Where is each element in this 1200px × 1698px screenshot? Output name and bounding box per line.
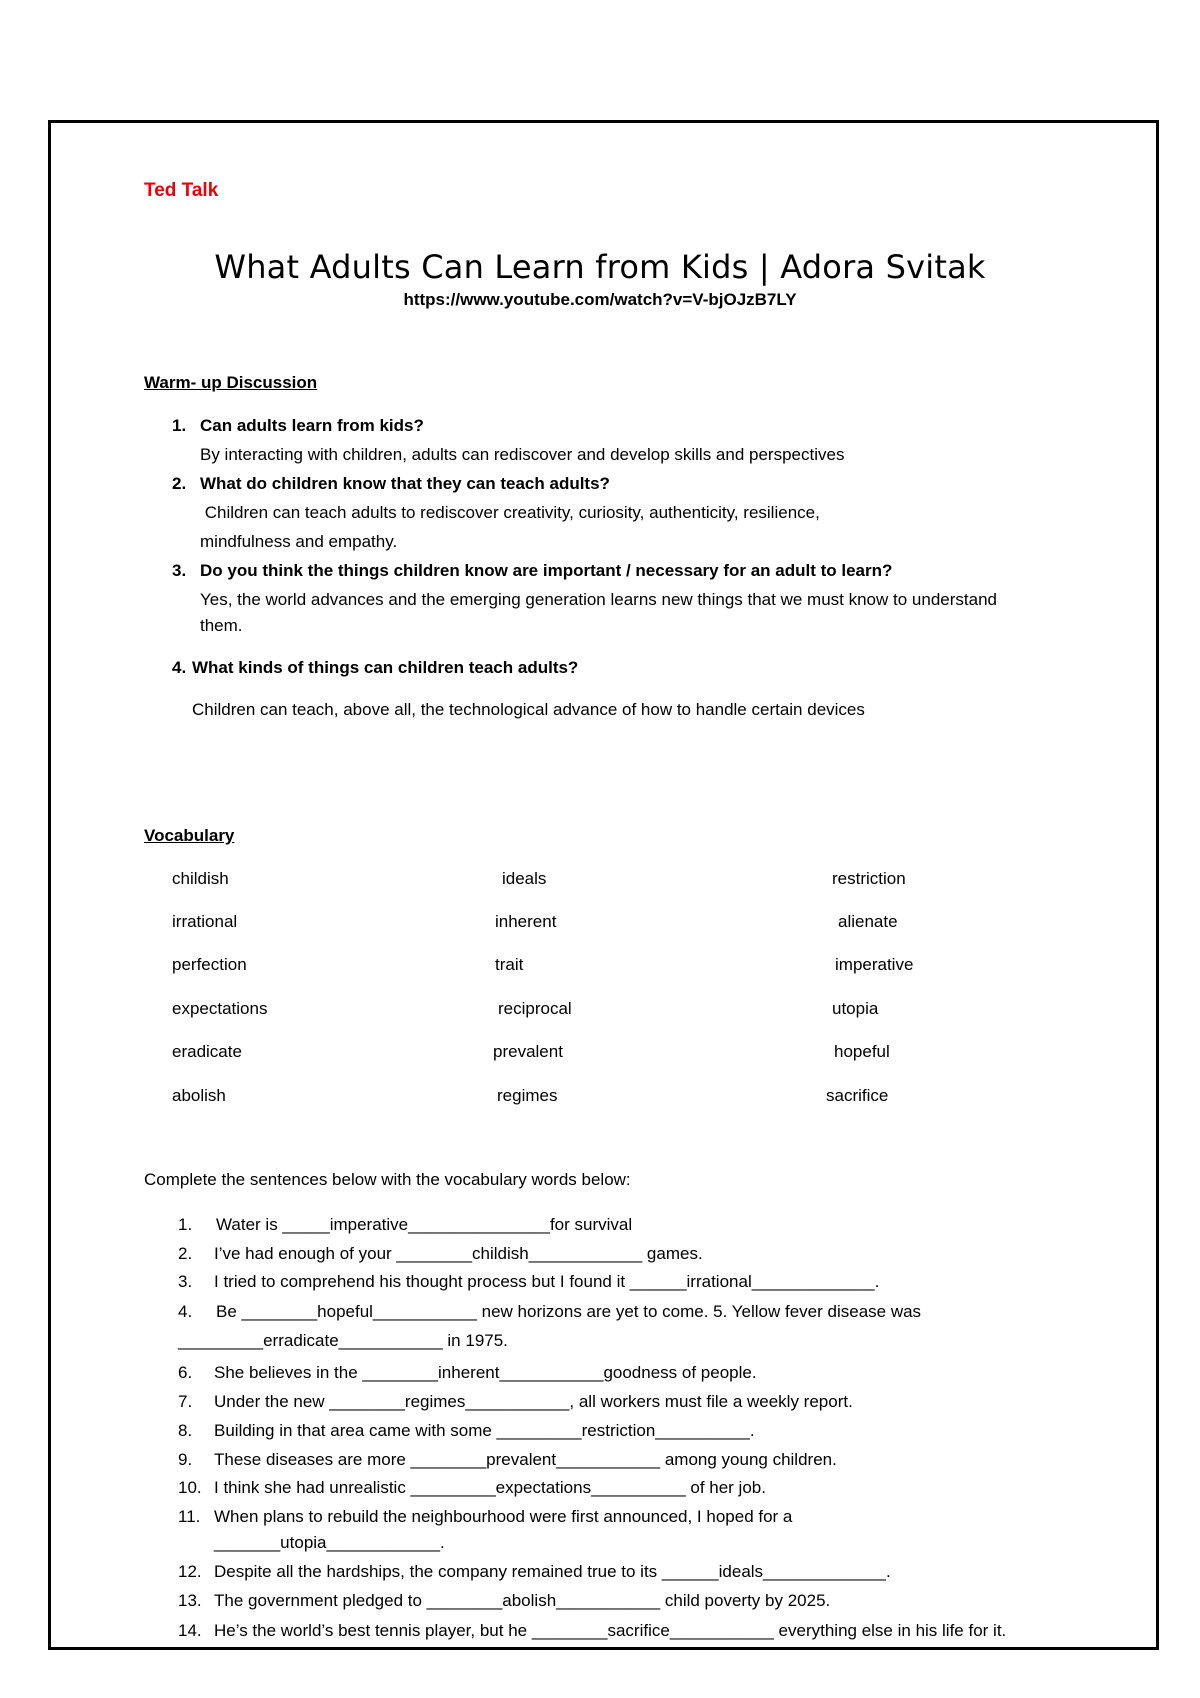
exercise-sentence: I’ve had enough of your ________childish____________ games.: [214, 1244, 703, 1263]
warmup-question-2: What do children know that they can teach adults?: [200, 474, 610, 493]
exercise-sentence: I think she had unrealistic _________expectations__________ of her job.: [214, 1478, 766, 1497]
vocab-word: prevalent: [493, 1042, 563, 1061]
vocab-word: childish: [172, 869, 229, 888]
exercise-sentence: The government pledged to ________abolish___________ child poverty by 2025.: [214, 1591, 831, 1610]
exercise-sentence-continued: _________erradicate___________ in 1975.: [178, 1331, 508, 1350]
vocab-word: eradicate: [172, 1042, 242, 1061]
exercise-sentence: Building in that area came with some _________restriction__________.: [214, 1421, 755, 1440]
exercise-num: 9.: [178, 1450, 193, 1469]
vocab-word: alienate: [838, 912, 898, 931]
vocab-word: hopeful: [834, 1042, 890, 1061]
exercise-num: 12.: [178, 1562, 202, 1581]
exercise-sentence: Be ________hopeful___________ new horizons are yet to come. 5. Yellow fever disease was: [216, 1302, 922, 1321]
video-link[interactable]: https://www.youtube.com/watch?v=V-bjOJzB7LY: [403, 290, 797, 309]
exercise-num: 2.: [178, 1244, 193, 1263]
exercise-num: 8.: [178, 1421, 193, 1440]
warmup-question-1: Can adults learn from kids?: [200, 416, 424, 435]
vocab-word: irrational: [172, 912, 238, 931]
warmup-num-4: 4.: [172, 658, 187, 677]
exercise-sentence: I tried to comprehend his thought process but I found it ______irrational_____________.: [214, 1272, 880, 1291]
exercise-instruction: Complete the sentences below with the vocabulary words below:: [144, 1170, 631, 1189]
vocab-word: inherent: [495, 912, 557, 931]
exercise-num: 11.: [178, 1507, 201, 1526]
exercise-sentence: These diseases are more ________prevalent___________ among young children.: [214, 1450, 837, 1469]
warmup-num-2: 2.: [172, 474, 187, 493]
exercise-num: 10.: [178, 1478, 202, 1497]
exercise-sentence: When plans to rebuild the neighbourhood were first announced, I hoped for a: [214, 1507, 793, 1526]
exercise-num: 6.: [178, 1363, 193, 1382]
exercise-sentence: Under the new ________regimes___________, all workers must file a weekly report.: [214, 1392, 853, 1411]
exercise-sentence: Water is _____imperative_______________for survival: [216, 1215, 633, 1234]
warmup-answer-3-line-2: them.: [200, 616, 243, 635]
warmup-num-1: 1.: [172, 416, 187, 435]
vocab-word: reciprocal: [498, 999, 572, 1018]
vocab-word: abolish: [172, 1086, 226, 1105]
exercise-sentence: He’s the world’s best tennis player, but he ________sacrifice___________ everything else in his life for it.: [214, 1621, 1007, 1640]
warmup-answer-2-line-2: mindfulness and empathy.: [200, 532, 398, 551]
warmup-answer-4: Children can teach, above all, the technological advance of how to handle certain devices: [192, 700, 865, 719]
warmup-heading: Warm- up Discussion: [144, 373, 318, 392]
warmup-answer-3-line-1: Yes, the world advances and the emerging generation learns new things that we must know to understand: [200, 590, 997, 609]
warmup-question-4: What kinds of things can children teach adults?: [192, 658, 579, 677]
exercise-num: 4.: [178, 1302, 193, 1321]
vocab-word: restriction: [832, 869, 906, 888]
exercise-num: 13.: [178, 1591, 202, 1610]
exercise-sentence: She believes in the ________inherent___________goodness of people.: [214, 1363, 757, 1382]
warmup-answer-1: By interacting with children, adults can rediscover and develop skills and perspectives: [200, 445, 845, 464]
vocab-word: perfection: [172, 955, 247, 974]
exercise-num: 14.: [178, 1621, 202, 1640]
page-title: What Adults Can Learn from Kids | Adora Svitak: [214, 248, 986, 286]
vocab-word: sacrifice: [826, 1086, 889, 1105]
warmup-question-3: Do you think the things children know are important / necessary for an adult to learn?: [200, 561, 893, 580]
warmup-num-3: 3.: [172, 561, 187, 580]
vocab-word: ideals: [502, 869, 547, 888]
vocabulary-heading: Vocabulary: [144, 826, 235, 845]
exercise-num: 7.: [178, 1392, 193, 1411]
warmup-answer-2-line-1: Children can teach adults to rediscover creativity, curiosity, authenticity, resilience,: [200, 503, 820, 522]
vocab-word: trait: [495, 955, 524, 974]
vocab-word: expectations: [172, 999, 268, 1018]
exercise-num: 3.: [178, 1272, 193, 1291]
ted-talk-label: Ted Talk: [144, 180, 219, 201]
exercise-sentence: Despite all the hardships, the company remained true to its ______ideals_____________.: [214, 1562, 891, 1581]
vocab-word: regimes: [497, 1086, 558, 1105]
exercise-sentence-continued: _______utopia____________.: [214, 1533, 445, 1552]
vocab-word: utopia: [832, 999, 879, 1018]
exercise-num: 1.: [178, 1215, 193, 1234]
vocab-word: imperative: [835, 955, 914, 974]
